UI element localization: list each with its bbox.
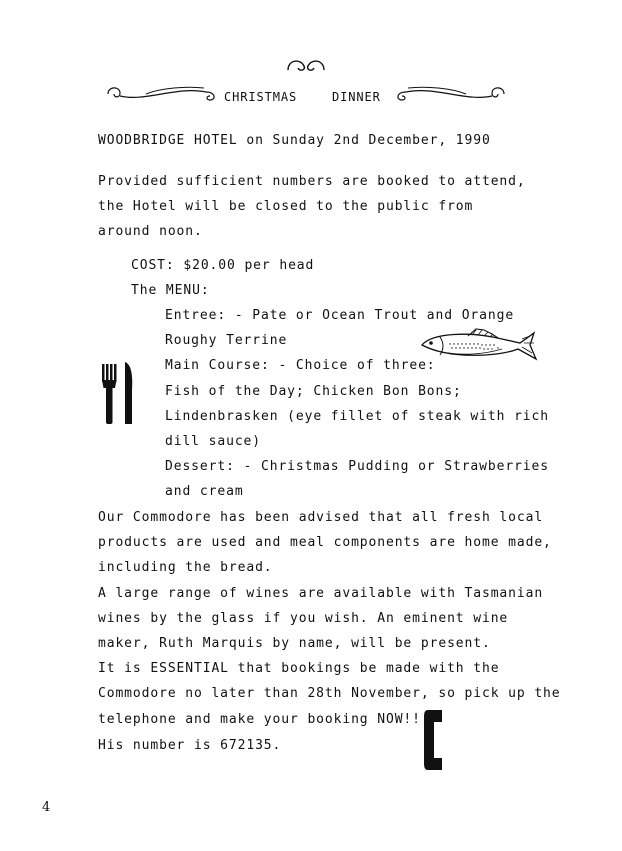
fork-knife-icon: [100, 360, 136, 426]
menu-line: Lindenbrasken (eye fillet of steak with rich: [165, 409, 549, 424]
menu-line: Main Course: - Choice of three:: [165, 358, 436, 373]
menu-label: The MENU:: [131, 283, 210, 298]
intro-line: around noon.: [98, 224, 203, 239]
menu-line: Dessert: - Christmas Pudding or Strawberries: [165, 459, 549, 474]
intro-line: the Hotel will be closed to the public from: [98, 199, 474, 214]
body-line: It is ESSENTIAL that bookings be made with the: [98, 661, 500, 676]
body-line: Our Commodore has been advised that all fresh local: [98, 510, 544, 525]
left-flourish-icon: [106, 82, 218, 104]
menu-line: Fish of the Day; Chicken Bon Bons;: [165, 384, 462, 399]
right-flourish-icon: [394, 82, 506, 104]
body-line: including the bread.: [98, 560, 273, 575]
heading-dinner: DINNER: [332, 90, 381, 104]
body-line: Commodore no later than 28th November, so pick up the: [98, 686, 561, 701]
menu-line: dill sauce): [165, 434, 261, 449]
venue-line: WOODBRIDGE HOTEL on Sunday 2nd December, 1990: [98, 133, 491, 148]
scroll-ornament-icon: [284, 54, 328, 78]
page-number: 4: [42, 800, 51, 815]
body-line: products are used and meal components are home made,: [98, 535, 552, 550]
fish-icon: [418, 327, 540, 363]
body-line: wines by the glass if you wish. An eminent wine: [98, 611, 509, 626]
cost-line: COST: $20.00 per head: [131, 258, 315, 273]
menu-line: Roughy Terrine: [165, 333, 288, 348]
menu-line: Entree: - Pate or Ocean Trout and Orange: [165, 308, 515, 323]
body-line: telephone and make your booking NOW!!: [98, 712, 421, 727]
telephone-icon: [422, 708, 446, 772]
heading-christmas: CHRISTMAS: [224, 90, 298, 104]
body-line: maker, Ruth Marquis by name, will be present.: [98, 636, 491, 651]
body-line: A large range of wines are available with Tasmanian: [98, 586, 544, 601]
body-line: His number is 672135.: [98, 738, 282, 753]
intro-line: Provided sufficient numbers are booked to attend,: [98, 174, 526, 189]
menu-line: and cream: [165, 484, 244, 499]
